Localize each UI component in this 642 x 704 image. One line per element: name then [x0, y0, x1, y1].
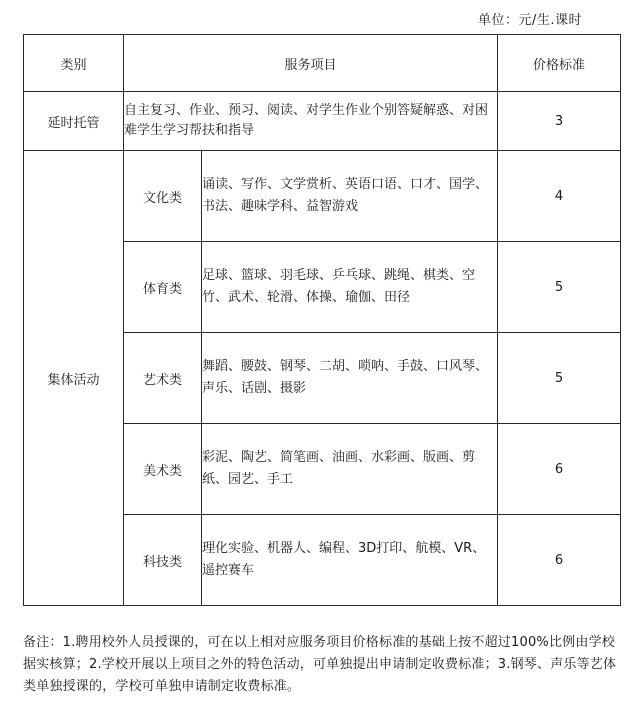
price-cell: 6 [498, 515, 621, 606]
subcategory-cell: 艺术类 [124, 333, 202, 424]
service-cell: 足球、篮球、羽毛球、乒乓球、跳绳、棋类、空竹、武术、轮滑、体操、瑜伽、田径 [202, 242, 498, 333]
unit-label: 单位：元/生.课时 [477, 13, 582, 28]
subcategory-cell: 体育类 [124, 242, 202, 333]
service-cell: 舞蹈、腰鼓、钢琴、二胡、唢呐、手鼓、口风琴、声乐、话剧、摄影 [202, 333, 498, 424]
table-header-row [24, 35, 621, 92]
price-cell: 3 [498, 92, 621, 151]
service-cell: 彩泥、陶艺、简笔画、油画、水彩画、版画、剪纸、园艺、手工 [202, 424, 498, 515]
subcategory-cell: 科技类 [124, 515, 202, 606]
category-cell: 集体活动 [24, 151, 124, 606]
price-cell: 5 [498, 242, 621, 333]
header-price: 价格标准 [498, 35, 621, 92]
subcategory-cell: 文化类 [124, 151, 202, 242]
price-table [23, 34, 621, 606]
table-row [24, 151, 621, 242]
header-category: 类别 [24, 35, 124, 92]
table-row [24, 92, 621, 151]
price-cell: 4 [498, 151, 621, 242]
service-cell: 理化实验、机器人、编程、3D打印、航模、VR、遥控赛车 [202, 515, 498, 606]
price-cell: 6 [498, 424, 621, 515]
footnote: 备注：1.聘用校外人员授课的，可在以上相对应服务项目价格标准的基础上按不超过100%比例由学校据实核算；2.学校开展以上项目之外的特色活动，可单独提出申请制定收费标准；3.钢琴、声乐等艺体类单独授课的，学校可单独申请制定收费标准。 [23, 635, 617, 694]
subcategory-cell: 美术类 [124, 424, 202, 515]
category-cell: 延时托管 [24, 92, 124, 151]
service-cell: 诵读、写作、文学赏析、英语口语、口才、国学、书法、趣味学科、益智游戏 [202, 151, 498, 242]
service-cell: 自主复习、作业、预习、阅读、对学生作业个别答疑解惑、对困难学生学习帮扶和指导 [124, 92, 498, 151]
header-service: 服务项目 [124, 35, 498, 92]
price-cell: 5 [498, 333, 621, 424]
